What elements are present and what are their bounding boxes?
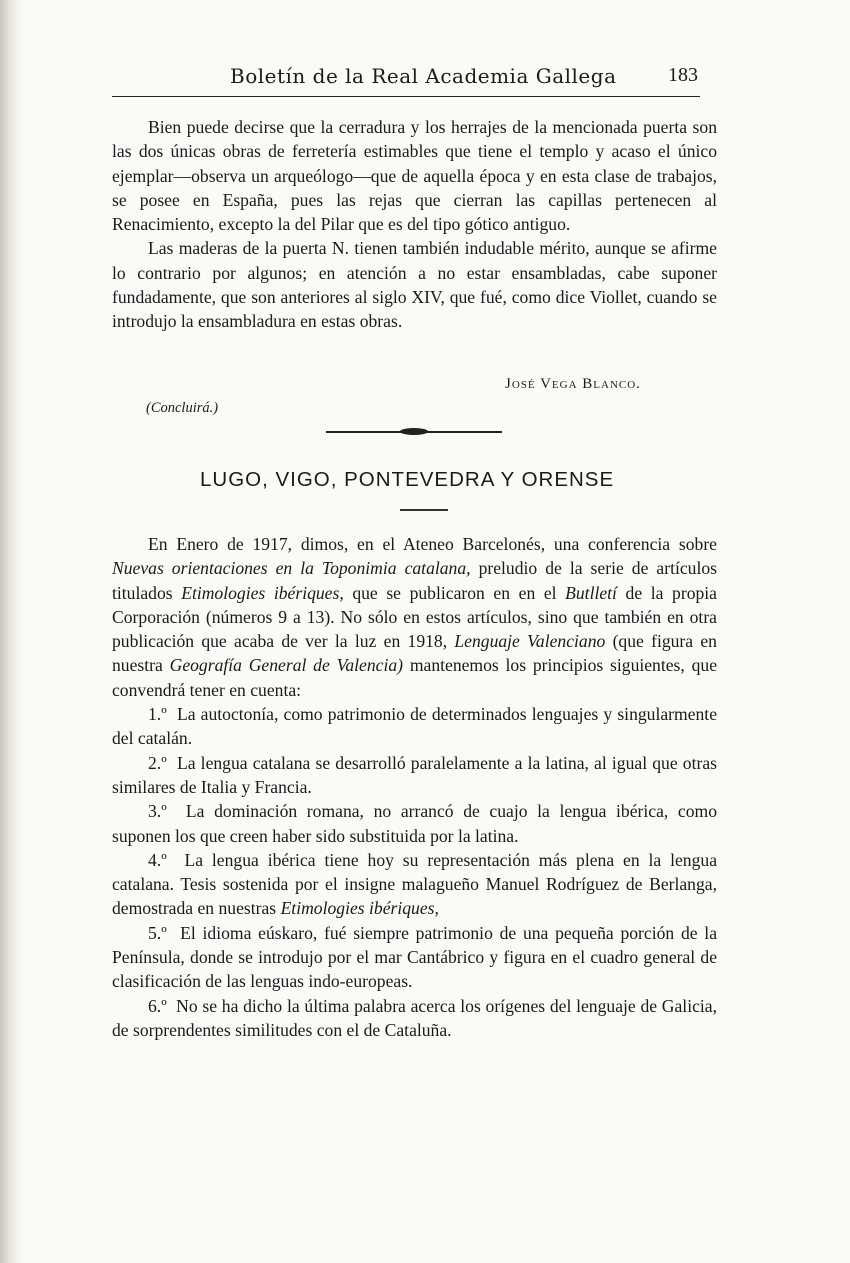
- section-title: LUGO, VIGO, PONTEVEDRA Y ORENSE: [200, 468, 615, 491]
- list-number: 4.º: [148, 849, 167, 870]
- list-item: 2.º La lengua catalana se desarrolló paralelamente a la latina, al igual que otras similares de Italia y Francia.: [112, 752, 717, 797]
- list-item: 1.º La autoctonía, como patrimonio de determinados lenguajes y singularmente del catalán.: [112, 704, 718, 749]
- paragraph: Bien puede decirse que la cerradura y los herrajes de la mencionada puerta son las dos únicas obras de ferretería estimables que tiene el templo y acaso el único ejemplar—observa un arqueólogo—que de aquella época y en esta clase de trabajos, se posee en España, pues las rejas que cierran las capillas pertenecen al Renacimiento, excepto la del Pilar que es del tipo gótico antiguo.: [112, 117, 717, 235]
- author-signature: José Vega Blanco.: [505, 376, 641, 392]
- title-rule: [400, 509, 448, 511]
- article-two-body: [112, 532, 717, 1042]
- list-number: 2.º: [148, 752, 167, 773]
- list-item: 6.º No se ha dicho la última palabra acerca los orígenes del lenguaje de Galicia, de sorprendentes similitudes con el de Cataluña.: [112, 995, 717, 1040]
- intro-paragraph: En Enero de 1917, dimos, en el Ateneo Barcelonés, una conferencia sobre Nuevas orientaciones en la Toponimia catalana, preludio de la serie de artículos titulados Etimologies ibériques, que se publicaron en en el Butlletí de la propia Corporación (números 9 a 13). No sólo en estos artículos, sino que también en otra publicación que acaba de ver la luz en 1918, Lenguaje Valenciano (que figura en nuestra Geografía General de Valencia) mantenemos los principios siguientes, que convendrá tener en cuenta:: [112, 534, 717, 700]
- paragraph: Las maderas de la puerta N. tienen también indudable mérito, aunque se afirme lo contrario por algunos; en atención a no estar ensambladas, cabe suponer fundadamente, que son anteriores al siglo XIV, que fué, como dice Viollet, cuando se introdujo la ensambladura en estas obras.: [112, 238, 717, 332]
- continuation-note: (Concluirá.): [146, 400, 219, 416]
- running-title: Boletín de la Real Academia Gallega: [230, 64, 617, 88]
- page-number: 183: [668, 64, 698, 86]
- list-item: 5.º El idioma eúskaro, fué siempre patrimonio de una pequeña porción de la Península, donde se introdujo por el mar Cantábrico y figura en el cuadro general de clasificación de las lenguas indo-europeas.: [112, 922, 718, 992]
- list-item: 3.º La dominación romana, no arrancó de cuajo la lengua ibérica, como suponen los que creen haber sido substituida por la latina.: [112, 801, 717, 846]
- ornamental-divider: [326, 430, 502, 433]
- list-number: 6.º: [148, 995, 167, 1016]
- list-number: 3.º: [148, 801, 167, 822]
- page-edge-shadow: [0, 0, 22, 1263]
- list-number: 1.º: [148, 704, 167, 725]
- list-item: 4.º La lengua ibérica tiene hoy su representación más plena en la lengua catalana. Tesis sostenida por el insigne malagueño Manuel Rodríguez de Berlanga, demostrada en nuestras Etimologies ibériques,: [112, 849, 718, 919]
- list-number: 5.º: [148, 922, 167, 943]
- page-header: [112, 60, 700, 97]
- article-one-body: [112, 115, 717, 334]
